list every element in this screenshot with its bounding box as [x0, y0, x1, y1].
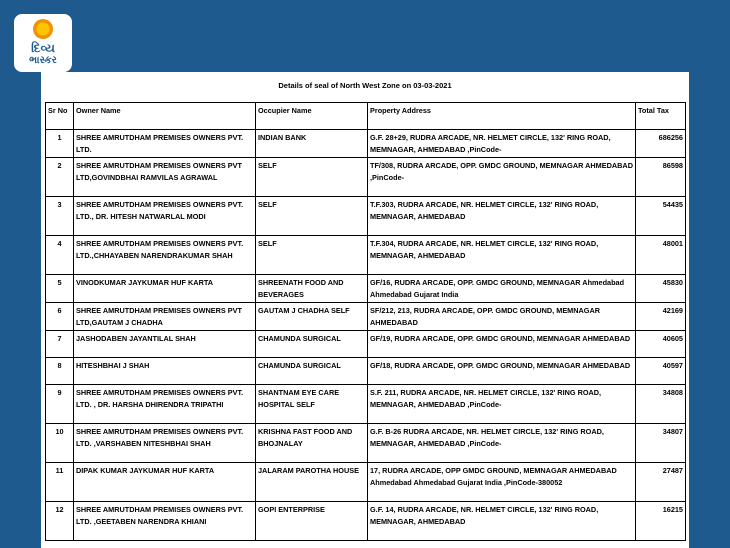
table-row	[46, 502, 686, 541]
cell-occupier: CHAMUNDA SURGICAL	[256, 358, 368, 385]
document-page	[41, 72, 689, 548]
cell-tax: 34807	[636, 424, 686, 463]
cell-occupier: JALARAM PAROTHA HOUSE	[256, 463, 368, 502]
cell-sr-no: 9	[46, 385, 74, 424]
header-total-tax: Total Tax	[636, 103, 686, 130]
cell-tax: 42169	[636, 303, 686, 331]
header-sr-no: Sr No	[46, 103, 74, 130]
seal-details-table	[45, 102, 686, 541]
cell-address: SF/212, 213, RUDRA ARCADE, OPP. GMDC GROUND, MEMNAGAR AHMEDABAD	[368, 303, 636, 331]
table-row	[46, 463, 686, 502]
cell-occupier: SHANTNAM EYE CARE HOSPITAL SELF	[256, 385, 368, 424]
sun-icon	[33, 19, 53, 39]
cell-sr-no: 4	[46, 236, 74, 275]
cell-owner: SHREE AMRUTDHAM PREMISES OWNERS PVT LTD,GAUTAM J CHADHA	[74, 303, 256, 331]
cell-tax: 86598	[636, 158, 686, 197]
logo-text-line1: દિવ્ય	[31, 41, 55, 55]
cell-address: 17, RUDRA ARCADE, OPP GMDC GROUND, MEMNAGAR AHMEDABAD Ahmedabad Ahmedabad Gujarat India ,PinCode-380052	[368, 463, 636, 502]
cell-address: GF/16, RUDRA ARCADE, OPP. GMDC GROUND, MEMNAGAR Ahmedabad Ahmedabad Gujarat India	[368, 275, 636, 303]
table-row	[46, 331, 686, 358]
cell-occupier: CHAMUNDA SURGICAL	[256, 331, 368, 358]
cell-occupier: INDIAN BANK	[256, 130, 368, 158]
cell-owner: SHREE AMRUTDHAM PREMISES OWNERS PVT. LTD. , DR. HARSHA DHIRENDRA TRIPATHI	[74, 385, 256, 424]
cell-address: TF/308, RUDRA ARCADE, OPP. GMDC GROUND, MEMNAGAR AHMEDABAD ,PinCode-	[368, 158, 636, 197]
cell-address: S.F. 211, RUDRA ARCADE, NR. HELMET CIRCLE, 132' RING ROAD, MEMNAGAR, AHMEDABAD ,PinCode-	[368, 385, 636, 424]
cell-occupier: GOPI ENTERPRISE	[256, 502, 368, 541]
logo-text-line2: ભાસ્કર	[29, 55, 57, 66]
cell-occupier: SELF	[256, 158, 368, 197]
cell-owner: SHREE AMRUTDHAM PREMISES OWNERS PVT LTD,GOVINDBHAI RAMVILAS AGRAWAL	[74, 158, 256, 197]
header-occupier-name: Occupier Name	[256, 103, 368, 130]
cell-owner: SHREE AMRUTDHAM PREMISES OWNERS PVT. LTD.,CHHAYABEN NARENDRAKUMAR SHAH	[74, 236, 256, 275]
cell-owner: JASHODABEN JAYANTILAL SHAH	[74, 331, 256, 358]
table-row	[46, 358, 686, 385]
cell-tax: 48001	[636, 236, 686, 275]
cell-sr-no: 11	[46, 463, 74, 502]
table-header-row	[46, 103, 686, 130]
cell-tax: 16215	[636, 502, 686, 541]
cell-sr-no: 10	[46, 424, 74, 463]
header-owner-name: Owner Name	[74, 103, 256, 130]
table-row	[46, 385, 686, 424]
cell-owner: SHREE AMRUTDHAM PREMISES OWNERS PVT. LTD. ,GEETABEN NARENDRA KHIANI	[74, 502, 256, 541]
cell-occupier: SELF	[256, 236, 368, 275]
cell-owner: SHREE AMRUTDHAM PREMISES OWNERS PVT. LTD.	[74, 130, 256, 158]
cell-tax: 27487	[636, 463, 686, 502]
table-row	[46, 130, 686, 158]
cell-address: GF/19, RUDRA ARCADE, OPP. GMDC GROUND, MEMNAGAR AHMEDABAD	[368, 331, 636, 358]
table-row	[46, 197, 686, 236]
cell-owner: SHREE AMRUTDHAM PREMISES OWNERS PVT. LTD., DR. HITESH NATWARLAL MODI	[74, 197, 256, 236]
table-row	[46, 158, 686, 197]
cell-sr-no: 6	[46, 303, 74, 331]
cell-sr-no: 3	[46, 197, 74, 236]
cell-occupier: SHREENATH FOOD AND BEVERAGES	[256, 275, 368, 303]
table-row	[46, 424, 686, 463]
cell-address: T.F.304, RUDRA ARCADE, NR. HELMET CIRCLE, 132' RING ROAD, MEMNAGAR, AHMEDABAD	[368, 236, 636, 275]
cell-owner: HITESHBHAI J SHAH	[74, 358, 256, 385]
cell-tax: 40597	[636, 358, 686, 385]
cell-occupier: SELF	[256, 197, 368, 236]
cell-address: G.F. B-26 RUDRA ARCADE, NR. HELMET CIRCLE, 132' RING ROAD, MEMNAGAR, AHMEDABAD ,PinCode-	[368, 424, 636, 463]
cell-sr-no: 7	[46, 331, 74, 358]
cell-tax: 686256	[636, 130, 686, 158]
cell-sr-no: 12	[46, 502, 74, 541]
cell-sr-no: 8	[46, 358, 74, 385]
cell-address: G.F. 28+29, RUDRA ARCADE, NR. HELMET CIRCLE, 132' RING ROAD, MEMNAGAR, AHMEDABAD ,PinCode-	[368, 130, 636, 158]
cell-address: G.F. 14, RUDRA ARCADE, NR. HELMET CIRCLE, 132' RING ROAD, MEMNAGAR, AHMEDABAD	[368, 502, 636, 541]
cell-owner: DIPAK KUMAR JAYKUMAR HUF KARTA	[74, 463, 256, 502]
table-row	[46, 303, 686, 331]
table-row	[46, 236, 686, 275]
cell-address: T.F.303, RUDRA ARCADE, NR. HELMET CIRCLE, 132' RING ROAD, MEMNAGAR, AHMEDABAD	[368, 197, 636, 236]
cell-owner: SHREE AMRUTDHAM PREMISES OWNERS PVT. LTD. ,VARSHABEN NITESHBHAI SHAH	[74, 424, 256, 463]
cell-owner: VINODKUMAR JAYKUMAR HUF KARTA	[74, 275, 256, 303]
document-title: Details of seal of North West Zone on 03-03-2021	[278, 81, 452, 90]
cell-address: GF/18, RUDRA ARCADE, OPP. GMDC GROUND, MEMNAGAR AHMEDABAD	[368, 358, 636, 385]
cell-tax: 54435	[636, 197, 686, 236]
cell-sr-no: 2	[46, 158, 74, 197]
brand-logo	[14, 14, 72, 72]
header-property-address: Property Address	[368, 103, 636, 130]
cell-sr-no: 5	[46, 275, 74, 303]
cell-sr-no: 1	[46, 130, 74, 158]
cell-tax: 34808	[636, 385, 686, 424]
cell-occupier: KRISHNA FAST FOOD AND BHOJNALAY	[256, 424, 368, 463]
cell-tax: 40605	[636, 331, 686, 358]
cell-occupier: GAUTAM J CHADHA SELF	[256, 303, 368, 331]
table-row	[46, 275, 686, 303]
cell-tax: 45830	[636, 275, 686, 303]
